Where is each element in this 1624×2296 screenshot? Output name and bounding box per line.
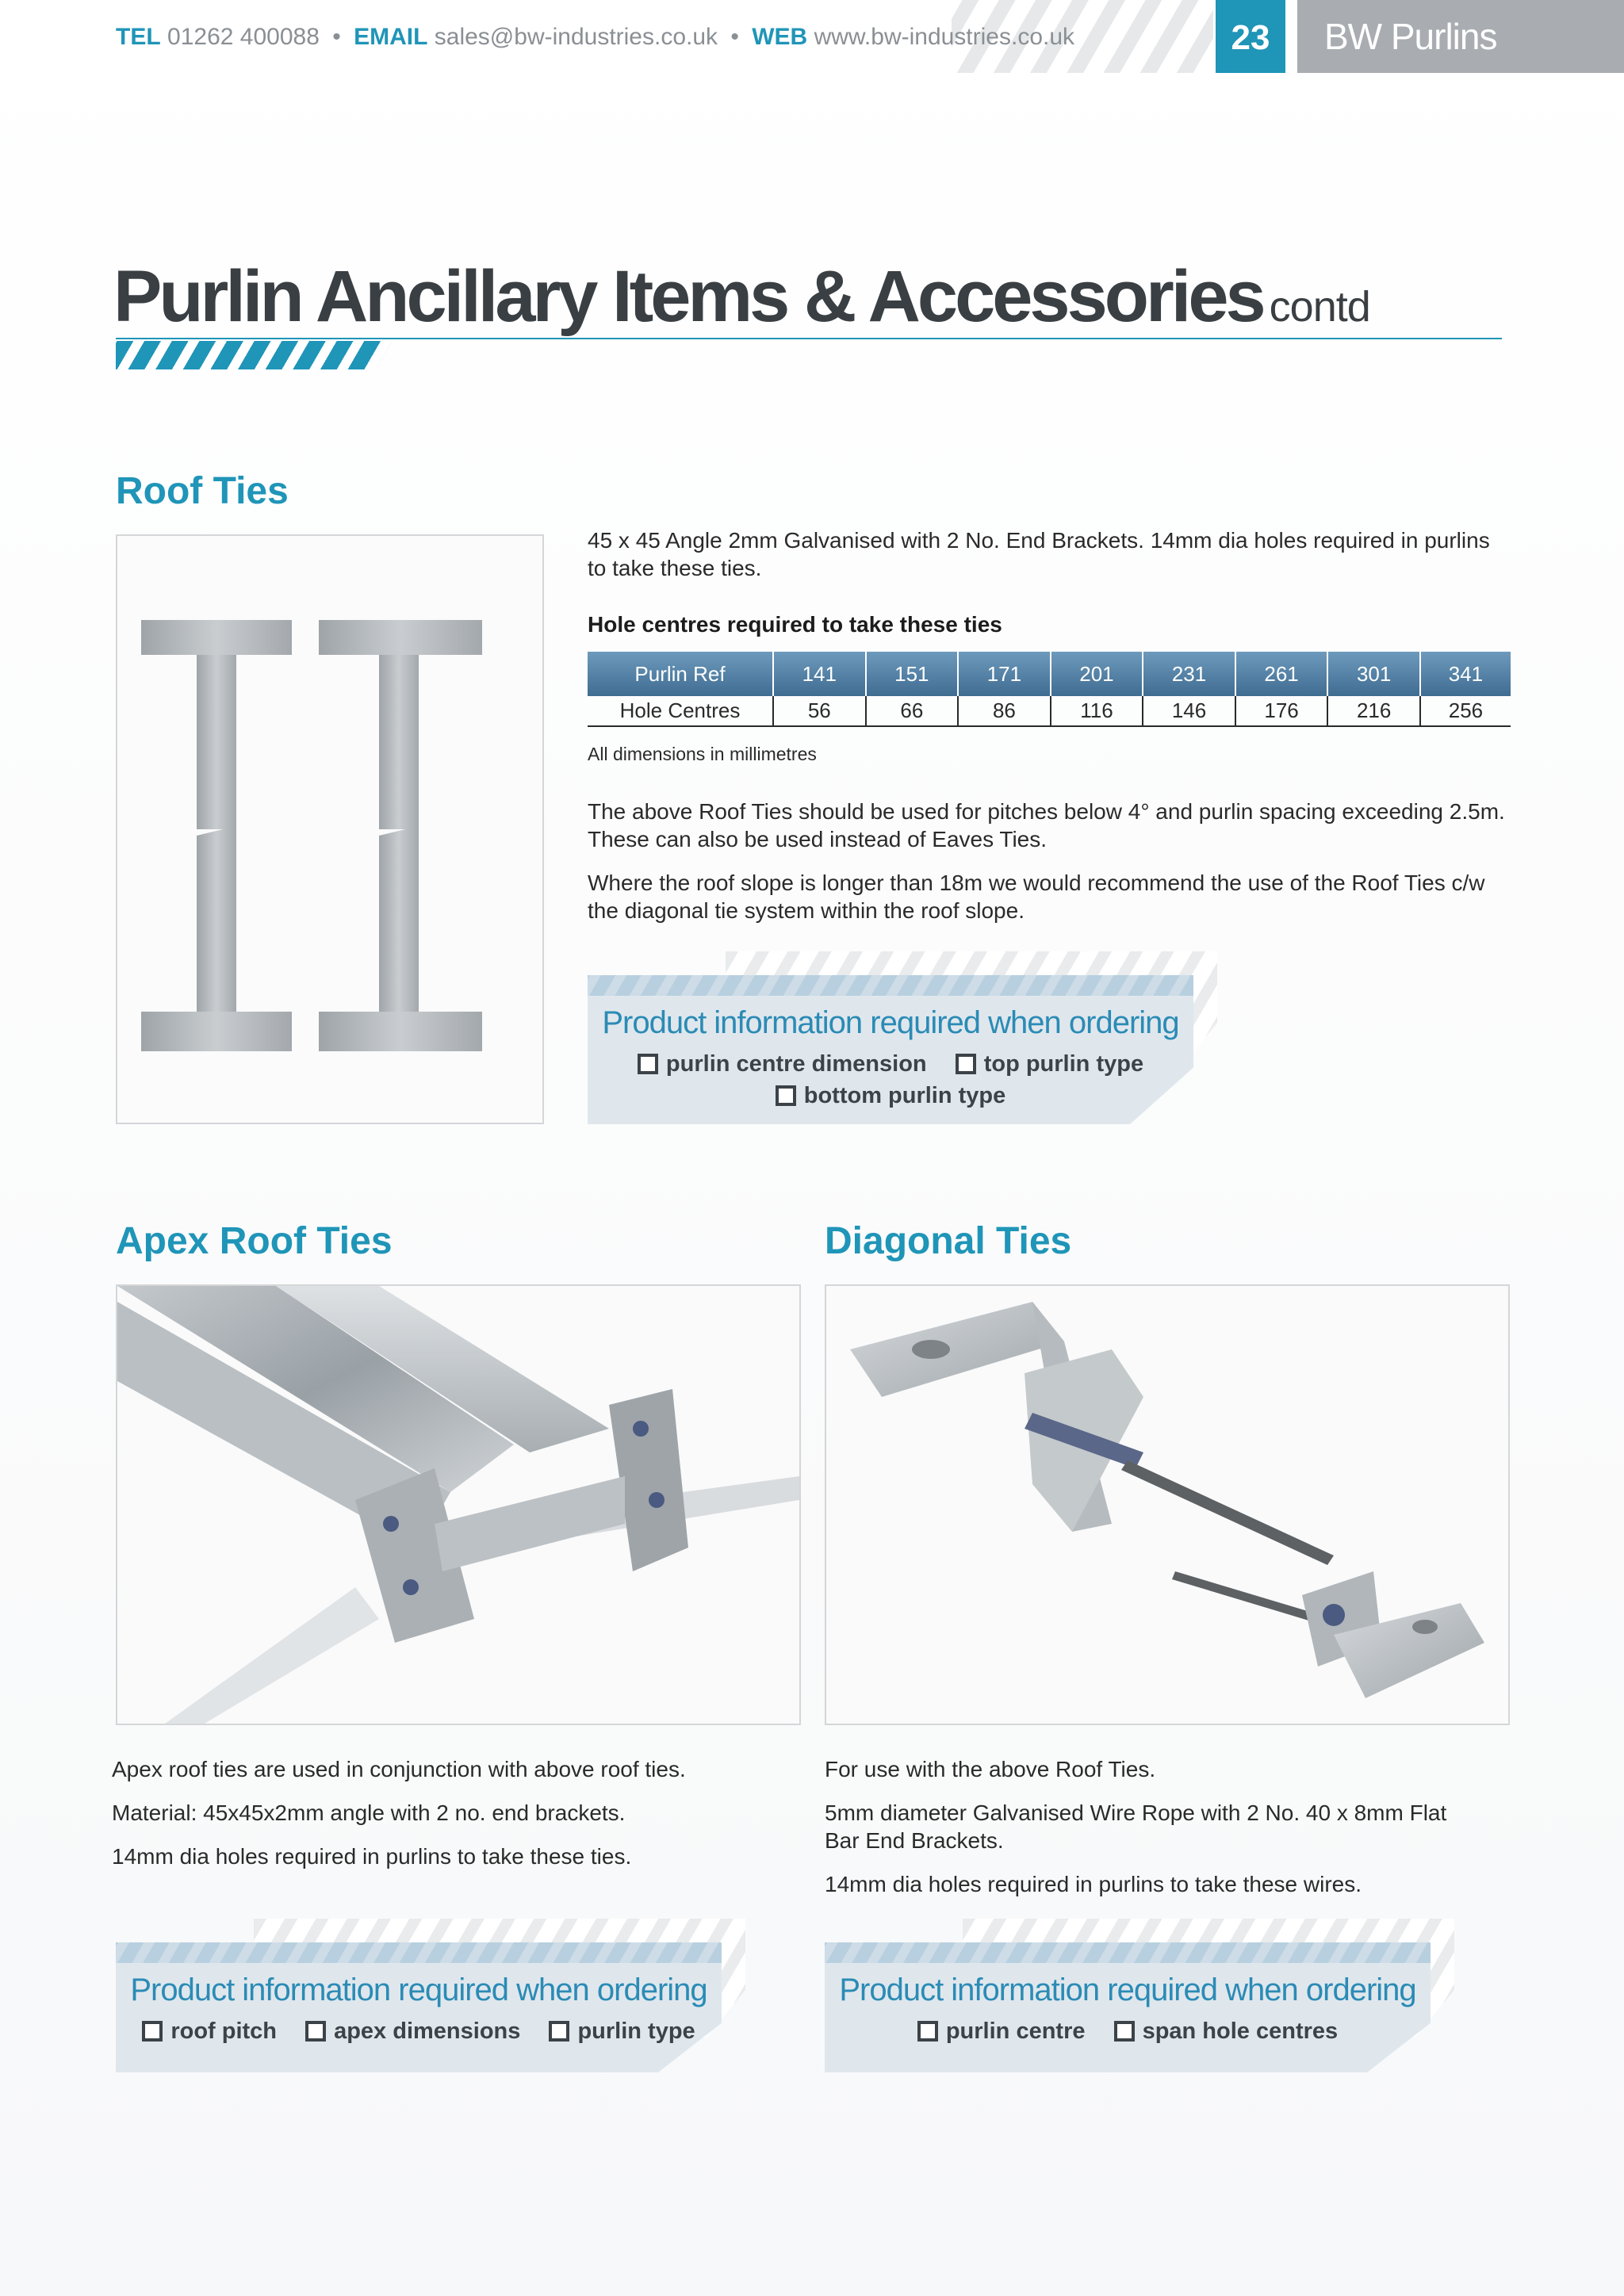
checkbox-icon[interactable]	[917, 2021, 938, 2042]
roof-ties-description: 45 x 45 Angle 2mm Galvanised with 2 No. End Brackets. 14mm dia holes required in purlins to take these ties.	[588, 528, 1490, 580]
table-header-cell: 141	[773, 652, 866, 696]
order-box-title: Product information required when ordering	[602, 1005, 1179, 1040]
table-cell: 216	[1327, 696, 1420, 726]
apex-roof-ties-notes	[112, 1755, 794, 1886]
diagonal-ties-image	[825, 1284, 1510, 1725]
table-header-row	[588, 652, 1511, 696]
table-cell: 256	[1420, 696, 1511, 726]
roof-ties-order-box	[588, 975, 1193, 1124]
diagonal-para: For use with the above Roof Ties.	[825, 1757, 1156, 1781]
roof-ties-image	[116, 534, 544, 1124]
order-box-band	[588, 975, 1193, 996]
order-box-band	[825, 1942, 1431, 1963]
table-cell: 176	[1235, 696, 1328, 726]
contact-line	[116, 24, 1074, 51]
order-option-label: span hole centres	[1142, 2019, 1339, 2044]
checkbox-icon[interactable]	[956, 1054, 976, 1074]
page-title-suffix: contd	[1269, 283, 1370, 331]
roof-ties-para: Where the roof slope is longer than 18m we would recommend the use of the Roof Ties c/w the diagonal tie system within the roof slope.	[588, 871, 1485, 923]
order-option	[1114, 2019, 1339, 2045]
order-option	[917, 2019, 1086, 2045]
checkbox-icon[interactable]	[305, 2021, 326, 2042]
table-header-cell: 341	[1420, 652, 1511, 696]
roof-ties-notes	[588, 798, 1507, 940]
table-cell: 66	[866, 696, 959, 726]
order-option-label: purlin centre dimension	[665, 1051, 927, 1077]
separator-dot: •	[730, 24, 739, 50]
page-title-text: Purlin Ancillary Items & Accessories	[113, 256, 1263, 337]
order-box-title: Product information required when ordering	[839, 1973, 1416, 2007]
order-option	[305, 2019, 520, 2045]
title-rule	[116, 338, 1502, 339]
apex-roof-ties-heading: Apex Roof Ties	[116, 1220, 393, 1262]
order-box-title: Product information required when ordering	[130, 1973, 707, 2007]
web-link[interactable]: www.bw-industries.co.uk	[814, 24, 1075, 50]
order-option	[776, 1083, 1006, 1109]
apex-para: 14mm dia holes required in purlins to take these ties.	[112, 1844, 632, 1869]
hole-centres-table	[588, 652, 1511, 727]
diagonal-ties-illustration	[826, 1286, 1508, 1724]
table-header-cell: 261	[1235, 652, 1328, 696]
apex-roof-ties-illustration	[117, 1286, 799, 1724]
roof-ties-illustration	[117, 536, 542, 1123]
diagonal-para: 5mm diameter Galvanised Wire Rope with 2 No. 40 x 8mm Flat Bar End Brackets.	[825, 1800, 1447, 1853]
order-option-label: roof pitch	[170, 2019, 278, 2044]
table-cell: 116	[1051, 696, 1143, 726]
order-option-label: bottom purlin type	[803, 1083, 1006, 1108]
table-header-cell: 151	[866, 652, 959, 696]
checkbox-icon[interactable]	[638, 1054, 658, 1074]
diagonal-para: 14mm dia holes required in purlins to take these wires.	[825, 1872, 1362, 1896]
email-link[interactable]: sales@bw-industries.co.uk	[434, 24, 718, 50]
order-option	[956, 1051, 1143, 1077]
checkbox-icon[interactable]	[549, 2021, 569, 2042]
table-cell: 146	[1143, 696, 1235, 726]
email-label: EMAIL	[354, 24, 428, 50]
separator-dot: •	[332, 24, 341, 50]
order-option-label: purlin centre	[945, 2019, 1086, 2044]
order-option	[142, 2019, 277, 2045]
checkbox-icon[interactable]	[1114, 2021, 1135, 2042]
checkbox-icon[interactable]	[776, 1085, 796, 1106]
table-note: All dimensions in millimetres	[588, 744, 817, 764]
diagonal-ties-notes	[825, 1755, 1459, 1914]
tel-value: 01262 400088	[167, 24, 320, 50]
tel-label: TEL	[116, 24, 161, 50]
apex-para: Material: 45x45x2mm angle with 2 no. end brackets.	[112, 1800, 626, 1825]
roof-ties-para: The above Roof Ties should be used for pitches below 4° and purlin spacing exceeding 2.5m. These can also be used instead of Eaves Ties.	[588, 799, 1505, 851]
brand-tab: BW Purlins	[1297, 0, 1624, 73]
table-header-cell: 301	[1327, 652, 1420, 696]
order-options-row	[588, 1051, 1193, 1077]
table-cell: Hole Centres	[588, 696, 773, 726]
title-stripes	[116, 341, 392, 369]
order-option-label: purlin type	[577, 2019, 695, 2044]
order-option-label: top purlin type	[983, 1051, 1144, 1077]
table-cell: 56	[773, 696, 866, 726]
table-header-cell: 171	[958, 652, 1051, 696]
order-options-row	[825, 2019, 1431, 2045]
order-option	[638, 1051, 927, 1077]
order-box-band	[116, 1942, 722, 1963]
table-header-cell: Purlin Ref	[588, 652, 773, 696]
table-header-cell: 231	[1143, 652, 1235, 696]
order-option-label: apex dimensions	[334, 2019, 521, 2044]
roof-ties-heading: Roof Ties	[116, 470, 289, 512]
order-options-row	[116, 2019, 722, 2045]
order-options-row	[588, 1083, 1193, 1109]
table-row	[588, 696, 1511, 726]
hole-centres-heading: Hole centres required to take these ties	[588, 612, 1002, 637]
table-header-cell: 201	[1051, 652, 1143, 696]
diagonal-order-box	[825, 1942, 1431, 2072]
order-option	[549, 2019, 695, 2045]
page-number: 23	[1216, 0, 1285, 73]
checkbox-icon[interactable]	[142, 2021, 163, 2042]
diagonal-ties-heading: Diagonal Ties	[825, 1220, 1072, 1262]
web-label: WEB	[752, 24, 808, 50]
page-title	[113, 255, 1370, 339]
apex-order-box	[116, 1942, 722, 2072]
apex-roof-ties-image	[116, 1284, 801, 1725]
table-cell: 86	[958, 696, 1051, 726]
apex-para: Apex roof ties are used in conjunction with above roof ties.	[112, 1757, 686, 1781]
